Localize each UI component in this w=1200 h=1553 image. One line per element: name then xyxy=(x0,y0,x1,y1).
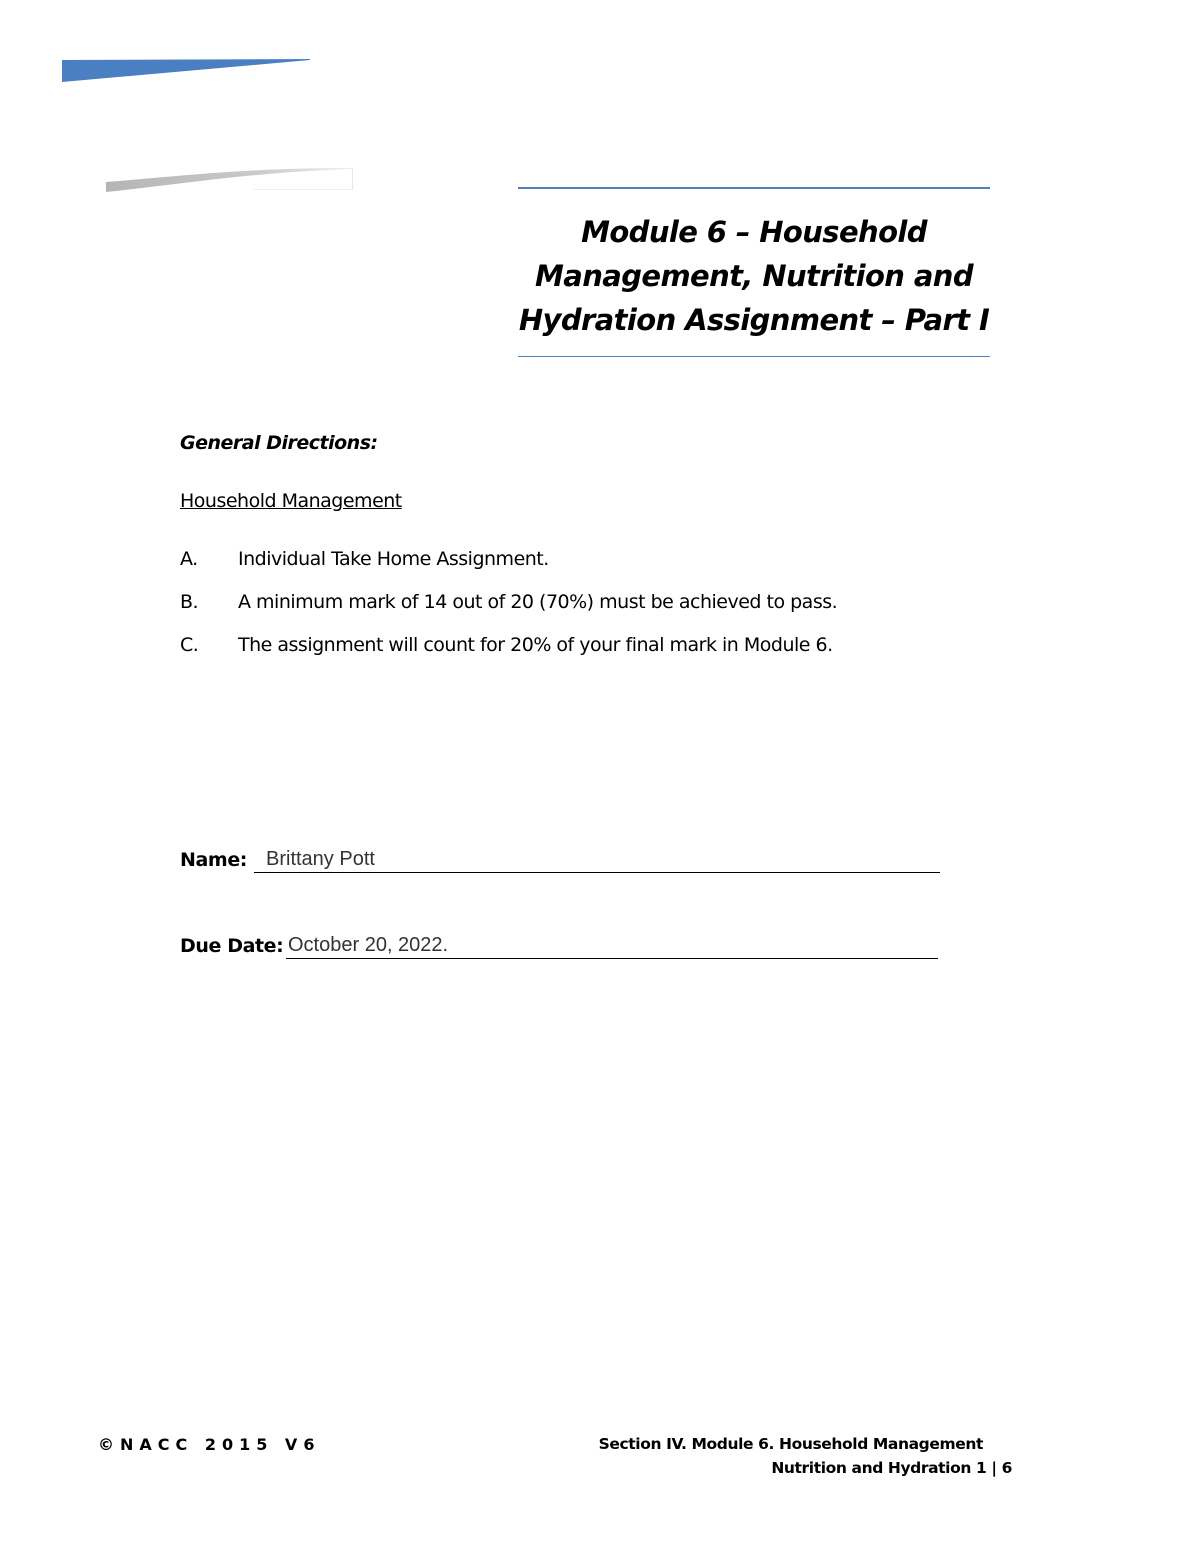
section-heading: Household Management xyxy=(180,490,402,512)
list-item-text: A minimum mark of 14 out of 20 (70%) must be achieved to pass. xyxy=(238,591,838,613)
document-title: Module 6 – Household Management, Nutrition and Hydration Assignment – Part I xyxy=(518,215,990,337)
title-bottom-rule xyxy=(518,356,990,357)
list-item xyxy=(180,548,549,570)
list-item-text: The assignment will count for 20% of your final mark in Module 6. xyxy=(238,634,833,656)
due-date-field[interactable]: October 20, 2022. xyxy=(288,934,449,956)
blue-banner-graphic xyxy=(60,56,312,84)
list-marker: B. xyxy=(180,591,199,613)
list-item-text: Individual Take Home Assignment. xyxy=(238,548,549,570)
gray-swoosh-graphic xyxy=(104,166,356,194)
general-directions-label: General Directions: xyxy=(180,432,378,454)
list-marker: A. xyxy=(180,548,198,570)
name-field[interactable]: Brittany Pott xyxy=(266,848,375,870)
list-marker: C. xyxy=(180,634,199,656)
list-item xyxy=(180,591,837,613)
name-underline xyxy=(254,872,940,873)
footer-section-line: Section IV. Module 6. Household Management xyxy=(598,1435,983,1453)
footer-page-line: Nutrition and Hydration 1 | 6 xyxy=(771,1459,1012,1477)
footer-copyright: ©NACC 2015 V6 xyxy=(98,1435,321,1454)
title-top-rule xyxy=(518,187,990,189)
list-item xyxy=(180,634,833,656)
due-date-label: Due Date: xyxy=(180,935,284,957)
due-date-underline xyxy=(286,958,938,959)
name-label: Name: xyxy=(180,849,248,871)
